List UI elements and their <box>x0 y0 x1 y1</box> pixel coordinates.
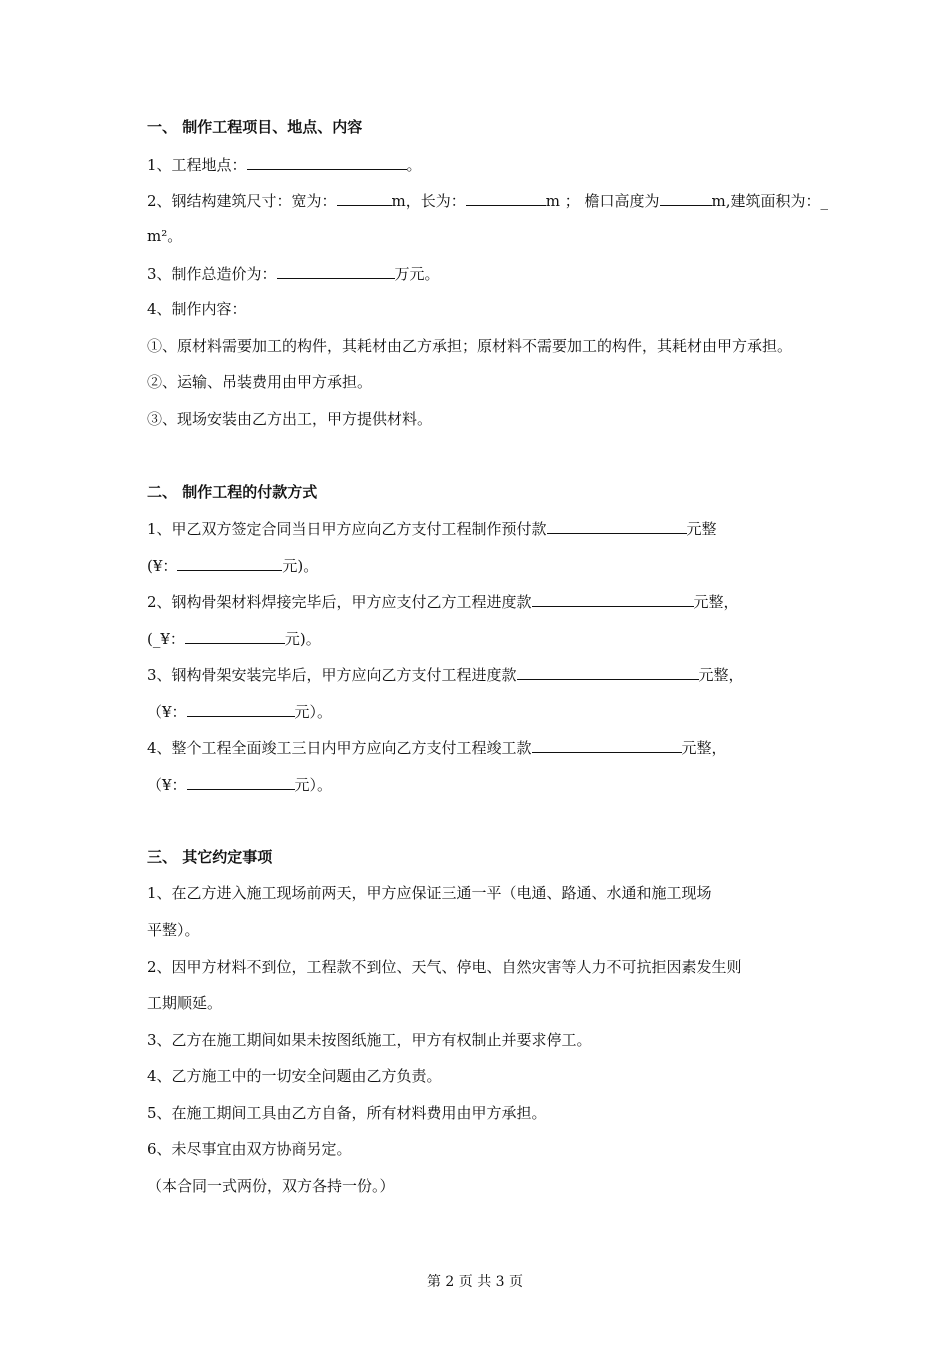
term-5: 5、在施工期间工具由乙方自备，所有材料费用由甲方承担。 <box>147 1104 547 1122</box>
payment-4-amount: （¥： 元）。 <box>147 776 333 794</box>
section3-heading: 三、 其它约定事项 <box>147 848 273 866</box>
item-building-size: 2、钢结构建筑尺寸：宽为： m，长为： m ； 檐口高度为 m,建筑面积为：_ <box>147 192 829 210</box>
term-4: 4、乙方施工中的一切安全问题由乙方负责。 <box>147 1067 442 1085</box>
term-2-cont: 工期顺延。 <box>147 994 223 1012</box>
payment-3-amount: （¥： 元）。 <box>147 703 333 721</box>
term-1: 1、在乙方进入施工现场前两天，甲方应保证三通一平（电通、路通、水通和施工现场 <box>147 884 712 902</box>
content-sub3: ③、现场安装由乙方出工，甲方提供材料。 <box>147 410 433 428</box>
content-sub2: ②、运输、吊装费用由甲方承担。 <box>147 373 373 391</box>
term-2: 2、因甲方材料不到位，工程款不到位、天气、停电、自然灾害等人力不可抗拒因素发生则 <box>147 958 742 976</box>
item-content: 4、制作内容： <box>147 300 247 318</box>
term-6: 6、未尽事宜由双方协商另定。 <box>147 1140 352 1158</box>
term-1-cont: 平整）。 <box>147 921 200 939</box>
content-sub1: ①、原材料需要加工的构件，其耗材由乙方承担；原材料不需要加工的构件，其耗材由甲方承担。 <box>147 337 793 355</box>
payment-1: 1、甲乙双方签定合同当日甲方应向乙方支付工程制作预付款 元整 <box>147 520 717 538</box>
item-building-size-cont: m²。 <box>147 227 183 245</box>
payment-3: 3、钢构骨架安装完毕后，甲方应向乙方支付工程进度款 元整， <box>147 666 744 684</box>
payment-4: 4、整个工程全面竣工三日内甲方应向乙方支付工程竣工款 元整， <box>147 739 727 757</box>
payment-2-amount: (_¥： 元)。 <box>147 630 321 648</box>
payment-2: 2、钢构骨架材料焊接完毕后，甲方应支付乙方工程进度款 元整， <box>147 593 739 611</box>
page-number: 第 2 页 共 3 页 <box>426 1274 524 1290</box>
contract-copies-note: （本合同一式两份，双方各持一份。） <box>147 1177 395 1195</box>
item-project-location: 1、工程地点： 。 <box>147 156 422 174</box>
section1-heading: 一、 制作工程项目、地点、内容 <box>147 118 363 136</box>
payment-1-amount: (¥： 元)。 <box>147 557 319 575</box>
term-3: 3、乙方在施工期间如果未按图纸施工，甲方有权制止并要求停工。 <box>147 1031 592 1049</box>
section2-heading: 二、 制作工程的付款方式 <box>147 483 318 501</box>
item-total-cost: 3、制作总造价为： 万元。 <box>147 265 440 283</box>
